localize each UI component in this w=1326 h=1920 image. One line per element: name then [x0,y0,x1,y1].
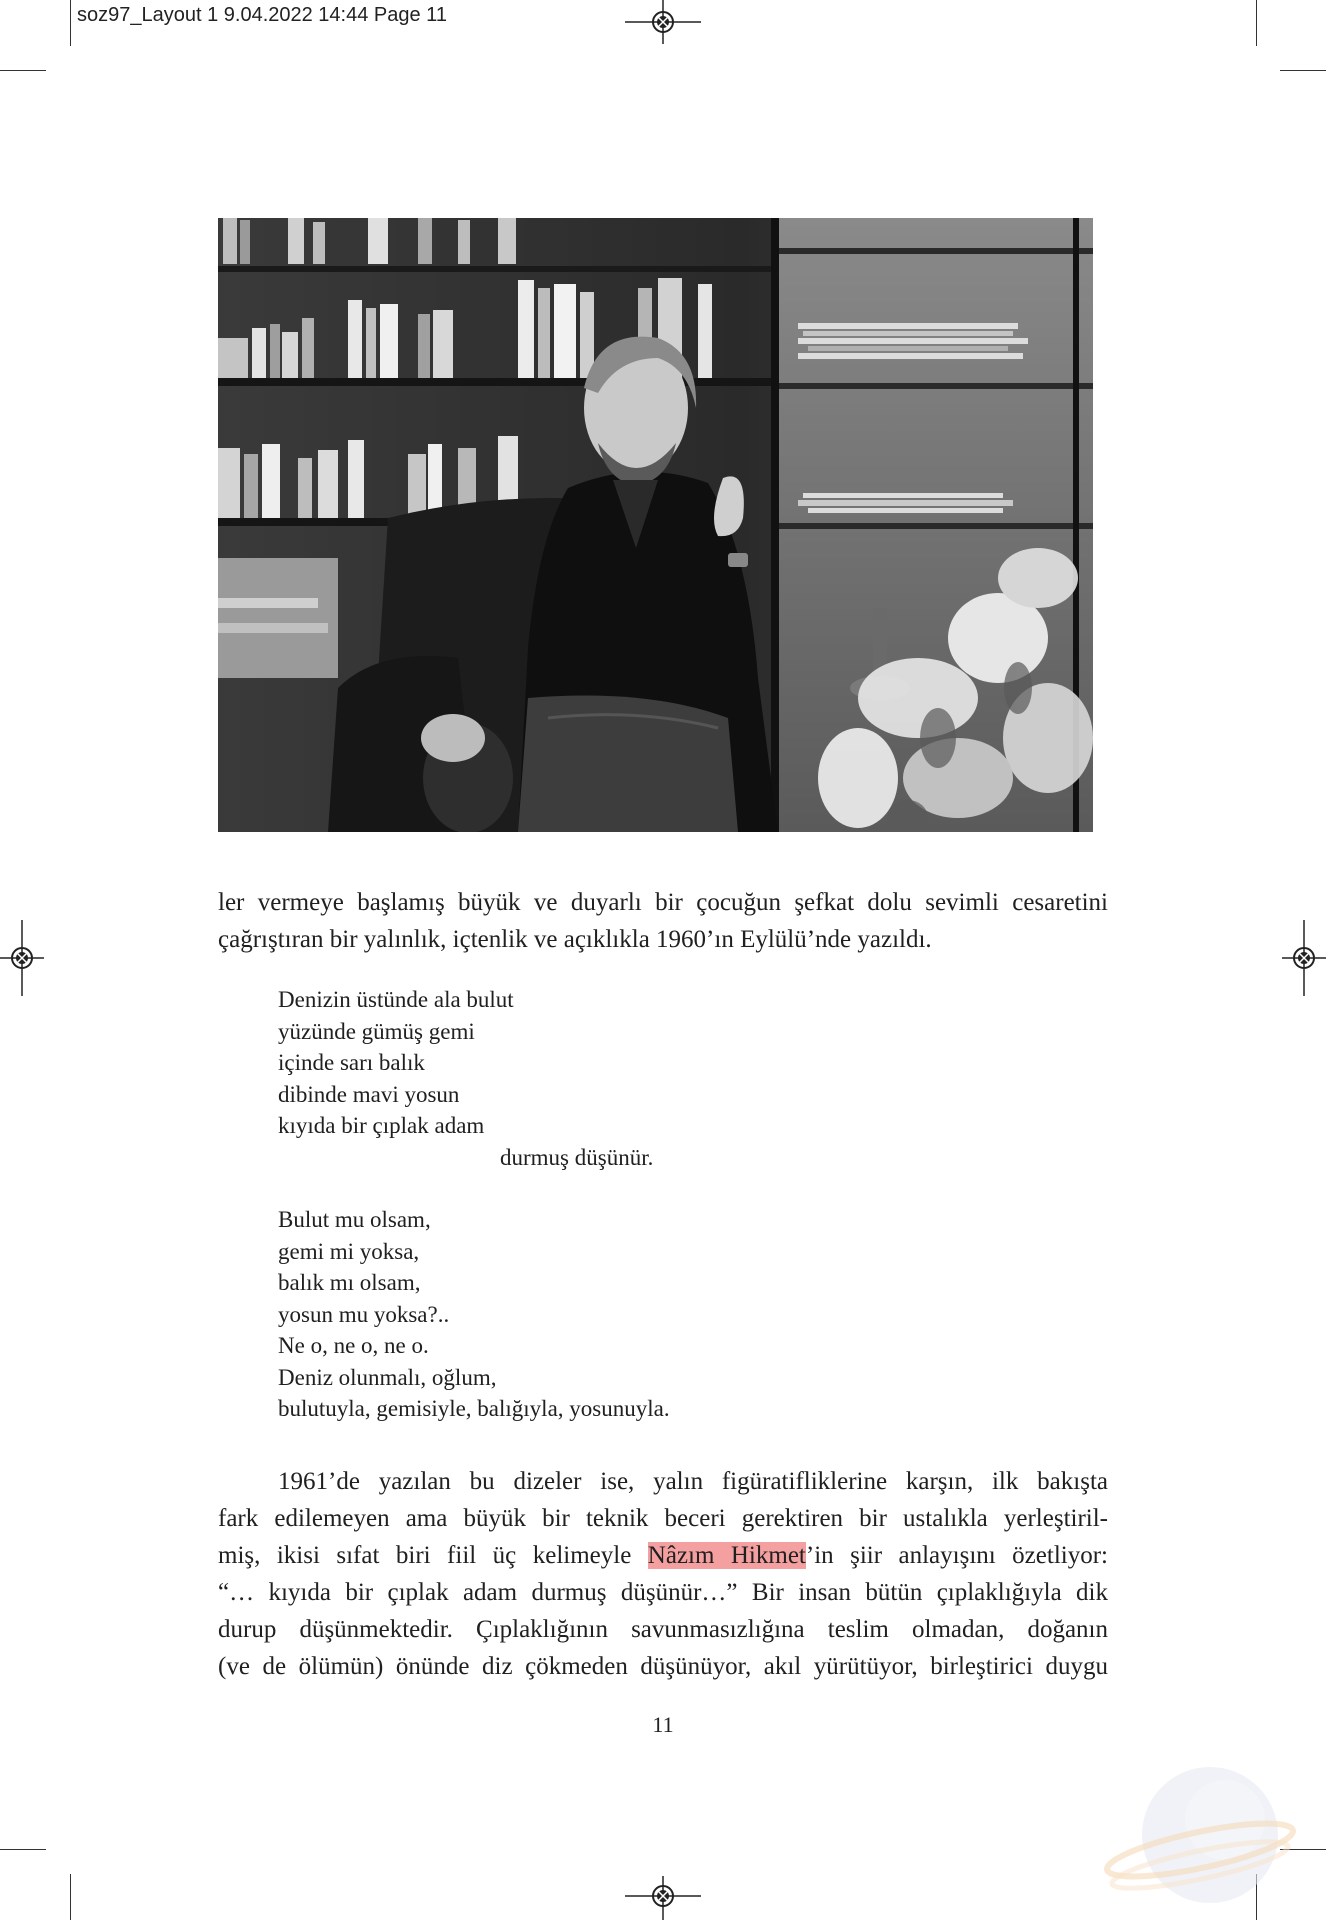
text-line: “… kıyıda bir çıplak adam durmuş düşünür…” Bir insan bütün çıplaklığıyla dik [218,1579,1108,1606]
text-line: çağrıştıran bir yalınlık, içtenlik ve açıklıkla 1960’ın Eylülü’nde yazıldı. [218,926,932,953]
poem-line: bulutuyla, gemisiyle, balığıyla, yosunuyla. [278,1396,670,1421]
crop-mark-bottom-left-horizontal [0,1849,46,1850]
poem-line: dibinde mavi yosun [278,1081,460,1107]
poem-line: Ne o, ne o, ne o. [278,1333,429,1358]
registration-mark-right-icon [1280,920,1326,996]
text-line: durup düşünmektedir. Çıplaklığının savunmasızlığına teslim olmadan, doğanın [218,1616,1108,1643]
text-segment: ’in şiir anlayışını özetliyor: [805,1542,1108,1569]
highlighted-name: Nâzım Hikmet [647,1542,806,1569]
poem-line: Denizin üstünde ala bulut [278,987,514,1012]
poem-line: yüzünde gümüş gemi [278,1018,475,1044]
poem-line: yosun mu yoksa?.. [278,1301,450,1327]
poem-line: durmuş düşünür. [500,1144,654,1170]
paragraph-body [218,1463,1108,1685]
portrait-photo [218,218,1093,832]
text-line [218,1537,1108,1574]
poem-line: içinde sarı balık [278,1050,425,1075]
crop-mark-bottom-left-vertical [70,1874,71,1920]
poem-stanza-1 [278,984,653,1173]
crop-mark-top-right-horizontal [1280,70,1326,71]
text-segment: miş, ikisi sıfat biri fiil üç kelimeyle [218,1542,648,1569]
poem-line: Deniz olunmalı, oğlum, [278,1364,497,1390]
print-slug: soz97_Layout 1 9.04.2022 14:44 Page 11 [77,4,447,26]
poem-line: balık mı olsam, [278,1270,421,1295]
text-line: fark edilemeyen ama büyük bir teknik beceri gerektiren bir ustalıkla yerleştiril- [218,1505,1108,1532]
page-number: 11 [652,1712,674,1737]
crop-mark-top-right-vertical [1256,0,1257,46]
planet-watermark-icon [1100,1740,1300,1910]
registration-mark-bottom-icon [625,1874,701,1920]
text-line: ler vermeye başlamış büyük ve duyarlı bir çocuğun şefkat dolu sevimli cesaretini [218,889,1108,916]
poem-stanza-2 [278,1204,670,1425]
registration-mark-left-icon [0,920,46,996]
crop-mark-top-left-horizontal [0,70,46,71]
registration-mark-top-icon [625,0,701,46]
crop-mark-top-left-vertical [70,0,71,46]
photo-portrait-icon [218,218,1093,832]
text-line: (ve de ölümün) önünde diz çökmeden düşünüyor, akıl yürütüyor, birleştirici duygu [218,1653,1108,1680]
text-line: 1961’de yazılan bu dizeler ise, yalın figüratifliklerine karşın, ilk bakışta [278,1468,1108,1495]
poem-line: Bulut mu olsam, [278,1207,431,1232]
paragraph-continuation [218,884,1108,958]
poem-line: gemi mi yoksa, [278,1238,420,1264]
poem-line: kıyıda bir çıplak adam [278,1113,485,1138]
